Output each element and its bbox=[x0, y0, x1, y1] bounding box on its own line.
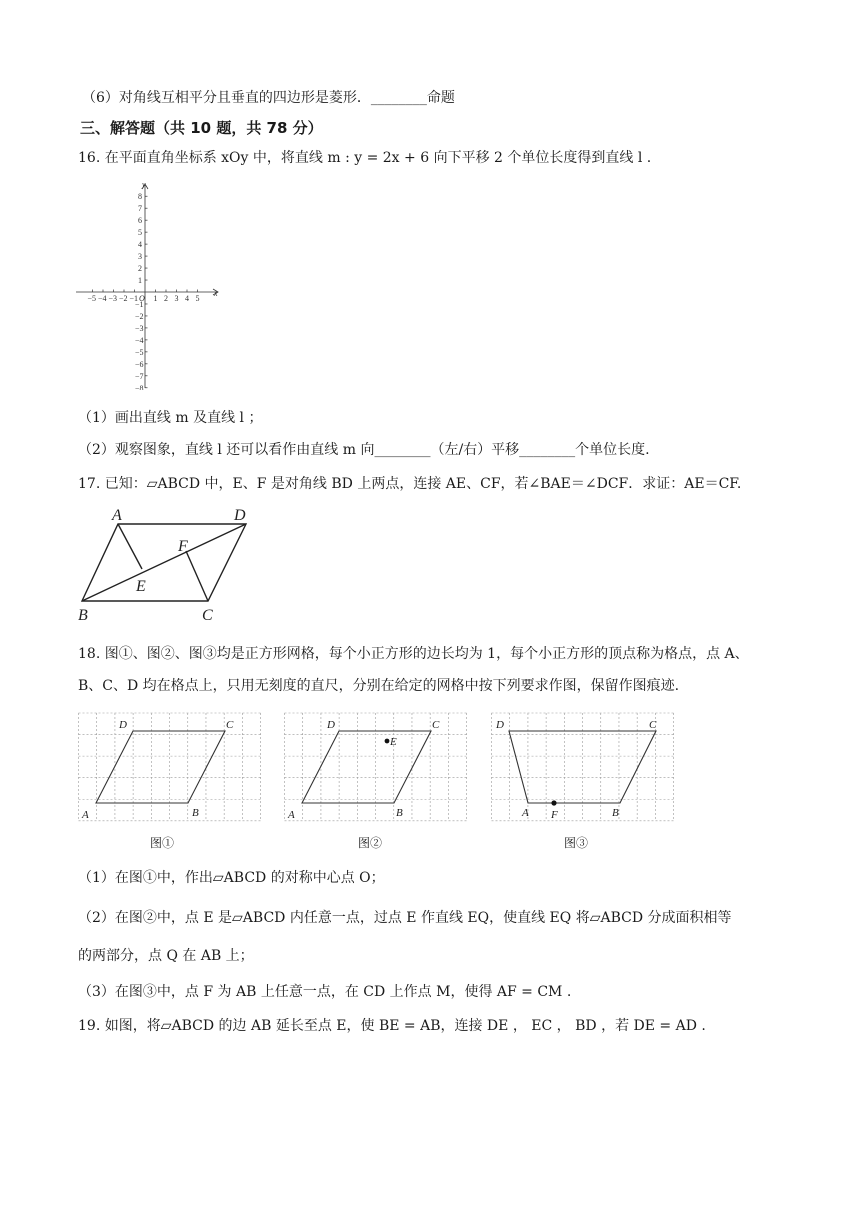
x-tick-label: 4 bbox=[185, 294, 189, 303]
g3-label-D: D bbox=[496, 719, 504, 731]
label-A: A bbox=[112, 507, 122, 524]
q18-part3: （3）在图③中，点 F 为 AB 上任意一点，在 CD 上作点 M，使得 AF = CM . bbox=[78, 984, 572, 1000]
x-tick-label: −5 bbox=[87, 294, 97, 303]
caption-figure-2: 图② bbox=[357, 836, 382, 850]
caption-figure-1: 图① bbox=[149, 836, 174, 850]
caption-figure-3: 图③ bbox=[563, 836, 588, 850]
y-tick-label: −2 bbox=[135, 311, 144, 321]
q18-part2-line1: （2）在图②中，点 E 是▱ABCD 内任意一点，过点 E 作直线 EQ，使直线 EQ 将▱ABCD 分成面积相等 bbox=[78, 910, 732, 926]
q15-item6: （6）对角线互相平分且垂直的四边形是菱形．________命题 bbox=[82, 90, 455, 106]
grid-figure-3 bbox=[491, 712, 675, 824]
point-E-dot bbox=[385, 739, 390, 744]
q16-part1: （1）画出直线 m 及直线 l ； bbox=[78, 410, 263, 426]
g1-label-C: C bbox=[226, 719, 234, 731]
x-tick-label: −3 bbox=[108, 294, 118, 303]
g2-label-A: A bbox=[288, 809, 295, 821]
g2-label-B: B bbox=[396, 807, 403, 819]
y-tick-label: −5 bbox=[135, 347, 144, 357]
origin-label: O bbox=[139, 294, 145, 303]
coordinate-axes-figure bbox=[76, 178, 226, 390]
label-F: F bbox=[178, 538, 188, 555]
x-tick-label: −1 bbox=[129, 294, 139, 303]
g3-label-B: B bbox=[612, 807, 619, 819]
label-D: D bbox=[234, 507, 246, 524]
x-tick-label: −2 bbox=[119, 294, 128, 303]
section-title: 三、解答题（共 10 题，共 78 分） bbox=[80, 119, 323, 137]
g1-label-B: B bbox=[192, 807, 199, 819]
y-tick-label: 6 bbox=[138, 216, 142, 226]
y-tick-label: −1 bbox=[135, 299, 144, 309]
q16-part2: （2）观察图象，直线 l 还可以看作由直线 m 向________（左/右）平移________个单位长度. bbox=[78, 442, 650, 458]
x-tick-label: 5 bbox=[195, 294, 200, 303]
label-B: B bbox=[78, 607, 88, 624]
label-C: C bbox=[202, 607, 213, 624]
x-tick-label: 1 bbox=[153, 294, 158, 303]
g1-label-D: D bbox=[119, 719, 127, 731]
g2-label-E: E bbox=[390, 736, 397, 748]
g3-label-A: A bbox=[522, 807, 529, 819]
grid-figure-1 bbox=[78, 712, 262, 824]
y-tick-label: −6 bbox=[135, 359, 144, 369]
q18-part1: （1）在图①中，作出▱ABCD 的对称中心点 O； bbox=[78, 870, 385, 886]
g2-label-D: D bbox=[327, 719, 335, 731]
y-tick-label: 4 bbox=[138, 240, 142, 250]
x-tick-label: 2 bbox=[164, 294, 168, 303]
grid-figure-2 bbox=[284, 712, 468, 824]
y-tick-label: −8 bbox=[135, 383, 144, 390]
g3-label-F: F bbox=[551, 809, 558, 821]
y-tick-label: 2 bbox=[138, 264, 142, 274]
q19-stem: 19. 如图，将▱ABCD 的边 AB 延长至点 E，使 BE = AB，连接 DE ， EC ， BD ，若 DE = AD . bbox=[78, 1018, 706, 1034]
q18-stem-line2: B、C、D 均在格点上，只用无刻度的直尺，分别在给定的网格中按下列要求作图，保留作图痕迹. bbox=[78, 678, 680, 694]
y-tick-label: −3 bbox=[135, 323, 144, 333]
x-axis-label: x bbox=[214, 289, 218, 298]
y-tick-label: 3 bbox=[138, 252, 142, 262]
label-E: E bbox=[136, 578, 146, 595]
g2-label-C: C bbox=[432, 719, 440, 731]
y-tick-label: 1 bbox=[138, 276, 142, 286]
x-tick-label: 3 bbox=[174, 294, 179, 303]
g3-label-C: C bbox=[649, 719, 657, 731]
y-tick-label: 7 bbox=[138, 204, 142, 214]
x-tick-label: −4 bbox=[98, 294, 107, 303]
y-tick-label: −4 bbox=[135, 335, 144, 345]
y-tick-label: 8 bbox=[138, 192, 142, 202]
y-tick-label: −7 bbox=[135, 371, 144, 381]
g1-label-A: A bbox=[82, 809, 89, 821]
point-F-dot bbox=[551, 800, 556, 805]
q17-stem: 17. 已知：▱ABCD 中，E、F 是对角线 BD 上两点，连接 AE、CF，若∠BAE＝∠DCF．求证：AE＝CF. bbox=[78, 476, 742, 492]
y-axis-label: y bbox=[142, 180, 146, 189]
q18-part2-line2: 的两部分，点 Q 在 AB 上； bbox=[78, 948, 254, 964]
q18-stem-line1: 18. 图①、图②、图③均是正方形网格，每个小正方形的边长均为 1，每个小正方形的顶点称为格点，点 A、 bbox=[78, 646, 749, 662]
parallelogram-figure-q17 bbox=[74, 506, 264, 626]
y-tick-label: 5 bbox=[138, 228, 142, 238]
q16-stem: 16. 在平面直角坐标系 xOy 中，将直线 m : y = 2x + 6 向下平移 2 个单位长度得到直线 l . bbox=[78, 150, 652, 166]
